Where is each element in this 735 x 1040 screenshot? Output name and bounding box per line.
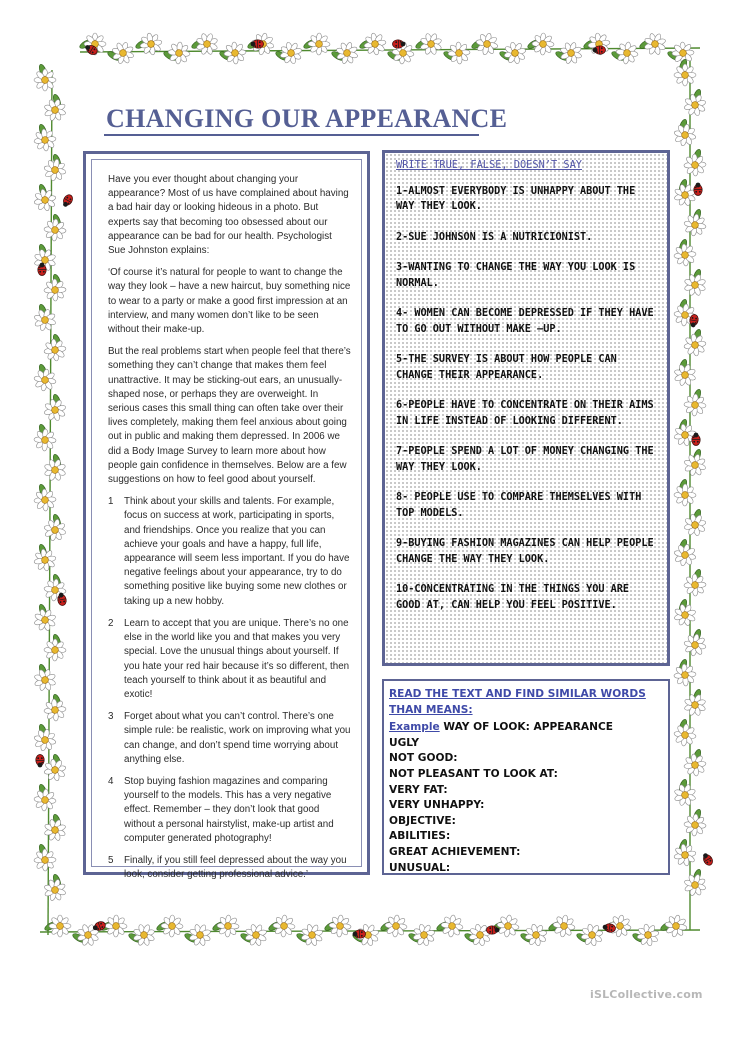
true-false-statement: 3-WANTING TO CHANGE THE WAY YOU LOOK IS NORMAL.: [396, 262, 636, 289]
daisy-icon: [34, 69, 56, 91]
true-false-instructions: WRITE TRUE, FALSE, DOESN’T SAY: [396, 159, 582, 171]
reading-paragraph: ‘Of course it’s natural for people to want to change the way they look – have a new haircut, buy something nice to wear to a party or make a good first impression at an interview, and many women don’t like to be seen without their make-up.: [108, 267, 351, 336]
daisy-icon: [683, 153, 706, 176]
daisy-icon: [33, 488, 56, 511]
daisy-icon: [161, 915, 184, 938]
daisy-icon: [44, 639, 66, 661]
suggestions-list: [108, 495, 351, 882]
daisy-icon: [467, 922, 494, 949]
reading-paragraph: But the real problems start when people feel that there’s something they can’t change that makes them feel unattractive. It may be sticking-out ears, an unusually-shaped nose, or perhaps they are overweight. In serious cases this small thing can often take over their lives completely, making them feel anxious about going out in public and making them depressed. In 2006 we did a Body Image Survey to learn more about how people gain confidence in themselves. Below are a few suggestions on how to feel good about yourself.: [108, 346, 351, 486]
ladybug-icon: [701, 851, 715, 866]
example-text: WAY OF LOOK: APPEARANCE: [439, 721, 613, 734]
vocabulary-example: [389, 720, 660, 736]
true-false-statement: 9-BUYING FASHION MAGAZINES CAN HELP PEOPLE CHANGE THE WAY THEY LOOK.: [396, 538, 654, 565]
example-label: Example: [389, 721, 440, 734]
daisy-icon: [579, 922, 605, 948]
daisy-icon: [584, 29, 615, 60]
daisy-icon: [30, 125, 61, 156]
daisy-icon: [272, 914, 295, 937]
vocabulary-instructions: READ THE TEXT AND FIND SIMILAR WORDS THAN MEANS:: [389, 688, 646, 716]
suggestion-text: Forget about what you can’t control. There’s one simple rule: be realistic, work on improving what you can change, and don’t spend time worrying about anything else.: [124, 711, 351, 765]
reading-paragraph: Have you ever thought about changing your appearance? Most of us have complained about having a bad hair day or looking hideous in a photo. But experts say that becoming too obsessed about our appearance can be bad for our health. Psychologist Sue Johnston explains:: [108, 174, 349, 257]
ladybug-icon: [694, 183, 702, 196]
suggestion-text: Finally, if you still feel depressed about the way you look, consider getting professional advice.’: [124, 854, 347, 881]
daisy-icon: [32, 367, 57, 392]
true-false-statement: 5-THE SURVEY IS ABOUT HOW PEOPLE CAN CHANGE THEIR APPEARANCE.: [396, 354, 617, 381]
true-false-statement: 8- PEOPLE USE TO COMPARE THEMSELVES WITH TOP MODELS.: [396, 492, 642, 519]
daisy-icon: [679, 389, 710, 420]
daisy-icon: [49, 915, 71, 937]
true-false-statement: 6-PEOPLE HAVE TO CONCENTRATE ON THEIR AIMS IN LIFE INSTEAD OF LOOKING DIFFERENT.: [396, 400, 654, 427]
suggestion-number: 1: [108, 496, 114, 508]
daisy-icon: [39, 274, 70, 305]
suggestion-number: 3: [108, 711, 114, 723]
daisy-icon: [33, 788, 57, 812]
daisy-icon: [669, 479, 700, 510]
daisy-icon: [443, 37, 474, 68]
daisy-icon: [43, 218, 67, 242]
true-false-list: [396, 184, 657, 614]
worksheet-title: CHANGING OUR APPEARANCE: [106, 104, 508, 133]
daisy-icon: [32, 187, 59, 214]
suggestion-item: [108, 495, 351, 609]
daisy-icon: [502, 40, 529, 67]
daisy-icon: [683, 813, 707, 837]
daisy-icon: [496, 914, 521, 939]
daisy-icon: [42, 337, 67, 362]
daisy-icon: [29, 424, 60, 455]
vocabulary-item: UGLY: [389, 736, 420, 749]
ladybug-icon: [61, 193, 75, 208]
suggestion-number: 2: [108, 617, 114, 629]
daisy-icon: [673, 243, 697, 267]
daisy-icon: [212, 910, 243, 941]
daisy-icon: [164, 38, 195, 69]
daisy-icon: [674, 64, 696, 86]
suggestion-number: 5: [108, 854, 114, 866]
reading-passage: [91, 159, 362, 881]
vocabulary-item: GREAT ACHIEVEMENT:: [389, 845, 521, 858]
site-watermark: iSLCollective.com: [590, 988, 703, 1001]
suggestion-text: Stop buying fashion magazines and comparing yourself to the models. This has a very negative effect. Remember – they don’t look that good without a personal hairstylist, make-up artist and computer generated photography!: [124, 775, 334, 844]
true-false-statement: 10-CONCENTRATING IN THE THINGS YOU ARE GOOD AT, CAN HELP YOU FEEL POSITIVE.: [396, 584, 630, 611]
vocabulary-exercise-box: [382, 679, 670, 875]
daisy-icon: [40, 695, 71, 726]
vocabulary-item: NOT PLEASANT TO LOOK AT:: [389, 767, 558, 780]
true-false-statement: 4- WOMEN CAN BECOME DEPRESSED IF THEY HAVE TO GO OUT WITHOUT MAKE –UP.: [396, 308, 654, 335]
vocabulary-item: VERY UNHAPPY:: [389, 799, 485, 812]
true-false-statement: 1-ALMOST EVERYBODY IS UNHAPPY ABOUT THE WAY THEY LOOK.: [396, 185, 636, 212]
daisy-icon: [680, 750, 711, 781]
daisy-icon: [42, 757, 68, 783]
daisy-icon: [437, 911, 468, 942]
vocabulary-item: NOT GOOD:: [389, 752, 458, 765]
daisy-icon: [362, 31, 387, 56]
vocabulary-list: [389, 736, 660, 876]
vocabulary-item: UNUSUAL:: [389, 861, 451, 874]
daisy-icon: [682, 512, 709, 539]
suggestion-number: 4: [108, 775, 114, 787]
daisy-icon: [672, 542, 699, 569]
daisy-icon: [679, 569, 710, 600]
daisy-icon: [682, 632, 708, 658]
title-underline: [104, 134, 479, 136]
vocabulary-item: ABILITIES:: [389, 830, 451, 843]
true-false-statement: 2-SUE JOHNSON IS A NUTRICIONIST.: [396, 231, 593, 243]
daisy-icon: [223, 41, 247, 65]
true-false-exercise-box: [382, 150, 670, 666]
suggestion-text: Think about your skills and talents. For example, focus on success at work, participating in sports, and friendships. Once you realize that you can achieve your goals and have a happy, full life, appearance will seem less important. If you do have negative feelings about your appearance, try to do something positive like buying some new clothes or taking up a new hobby.: [124, 496, 350, 607]
daisy-icon: [673, 723, 698, 748]
suggestion-item: [108, 854, 351, 882]
reading-passage-box: [83, 151, 370, 881]
daisy-icon: [384, 914, 408, 938]
suggestion-item: [108, 710, 351, 767]
vocabulary-item: OBJECTIVE:: [389, 814, 456, 827]
vocabulary-item: VERY FAT:: [389, 783, 448, 796]
ladybug-icon: [36, 755, 44, 768]
suggestion-item: [108, 775, 351, 846]
suggestion-text: Learn to accept that you are unique. There’s no one else in the world like you and that makes you very special. Love the unusual things about yourself. If you hate your red hair because it’s so different, then teach yourself to think about it as beautiful and exotic!: [124, 617, 350, 700]
daisy-icon: [670, 660, 701, 691]
daisy-icon: [532, 33, 555, 56]
daisy-icon: [29, 844, 60, 875]
true-false-statement: 7-PEOPLE SPEND A LOT OF MONEY CHANGING THE WAY THEY LOOK.: [396, 446, 654, 473]
suggestion-item: [108, 617, 351, 702]
daisy-icon: [682, 332, 707, 357]
daisy-icon: [303, 28, 334, 59]
daisy-icon: [325, 911, 356, 942]
